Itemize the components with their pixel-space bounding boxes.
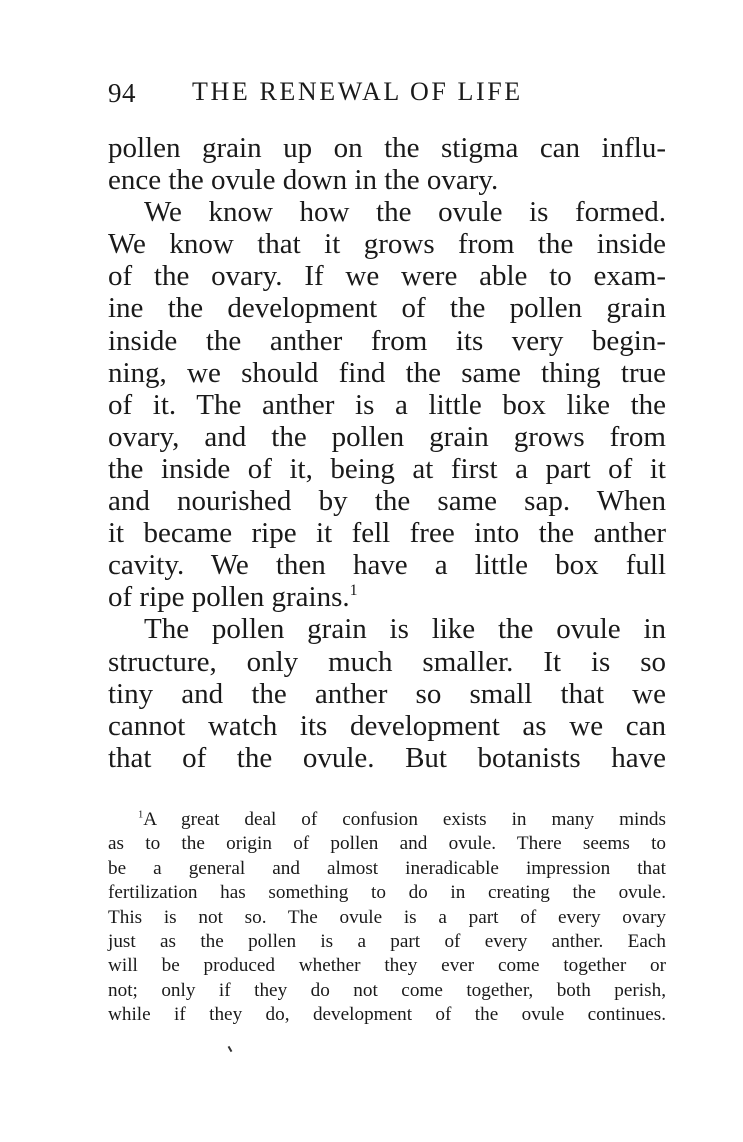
footnote-reference: 1 bbox=[349, 582, 358, 600]
page-number: 94 bbox=[108, 78, 136, 108]
text-line: the inside of it, being at first a part of it bbox=[108, 452, 666, 485]
footnote-line: just as the pollen is a part of every anther. Each bbox=[108, 930, 666, 952]
text-line-with-footnote-ref bbox=[108, 581, 666, 613]
footnote bbox=[108, 808, 666, 1028]
footnote-line: while if they do, development of the ovule continues. bbox=[108, 1004, 666, 1026]
text-line: it became ripe it fell free into the anther bbox=[108, 517, 666, 550]
footnote-marker: 1 bbox=[138, 809, 144, 821]
text-line: We know how the ovule is formed. bbox=[144, 196, 666, 229]
text-line: inside the anther from its very begin- bbox=[108, 324, 666, 357]
text-line: of it. The anther is a little box like the bbox=[108, 388, 666, 421]
footnote-line: This is not so. The ovule is a part of every ovary bbox=[108, 906, 666, 928]
stray-ink-mark bbox=[228, 1046, 233, 1052]
text-line-content: of ripe pollen grains. bbox=[108, 581, 350, 614]
text-line: cavity. We then have a little box full bbox=[108, 549, 666, 582]
text-line: that of the ovule. But botanists have bbox=[108, 741, 666, 774]
text-line: of the ovary. If we were able to exam- bbox=[108, 260, 666, 293]
text-line: structure, only much smaller. It is so bbox=[108, 645, 666, 678]
text-line: pollen grain up on the stigma can influ- bbox=[108, 132, 666, 164]
text-line: ning, we should find the same thing true bbox=[108, 356, 666, 389]
footnote-line: not; only if they do not come together, both perish, bbox=[108, 979, 666, 1001]
footnote-line: be a general and almost ineradicable impression that bbox=[108, 857, 666, 879]
footnote-line: fertilization has something to do in creating the ovule. bbox=[108, 882, 666, 904]
text-line: ovary, and the pollen grain grows from bbox=[108, 420, 666, 453]
text-line: ine the development of the pollen grain bbox=[108, 292, 666, 325]
text-line: and nourished by the same sap. When bbox=[108, 485, 666, 518]
text-line: We know that it grows from the inside bbox=[108, 228, 666, 261]
running-title: THE RENEWAL OF LIFE bbox=[192, 77, 523, 106]
text-line: cannot watch its development as we can bbox=[108, 709, 666, 742]
footnote-line-content: A great deal of confusion exists in many minds bbox=[143, 809, 666, 830]
footnote-line bbox=[108, 808, 666, 832]
text-line: The pollen grain is like the ovule in bbox=[144, 613, 666, 646]
footnote-line: will be produced whether they ever come together or bbox=[108, 955, 666, 977]
footnote-line: as to the origin of pollen and ovule. There seems to bbox=[108, 833, 666, 855]
text-line: tiny and the anther so small that we bbox=[108, 677, 666, 710]
text-line: ence the ovule down in the ovary. bbox=[108, 164, 499, 197]
body-text bbox=[108, 132, 666, 774]
